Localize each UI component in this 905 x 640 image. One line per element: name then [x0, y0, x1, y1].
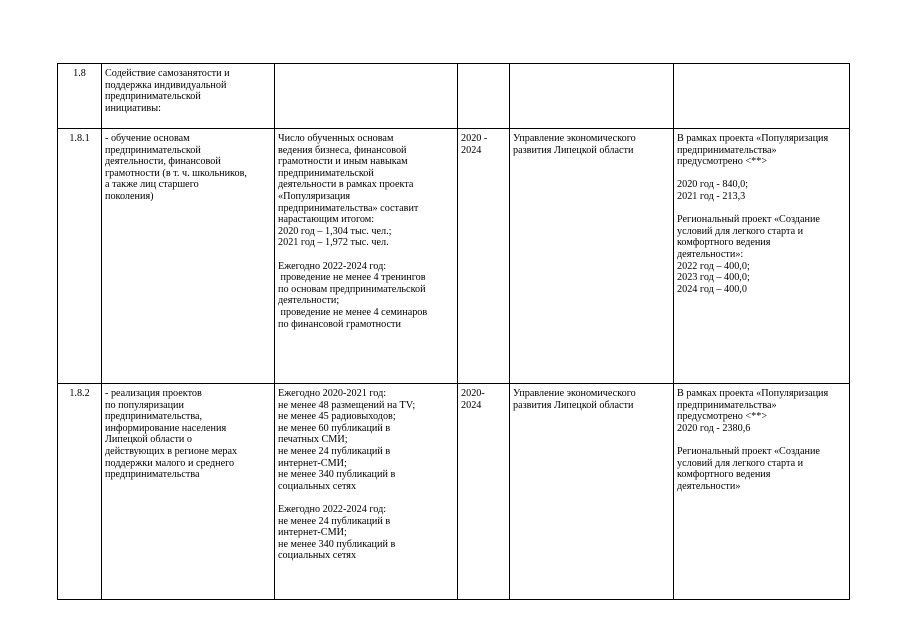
- cell-line: - реализация проектов: [105, 388, 202, 399]
- cell-line: 2020 год - 2380,6: [677, 422, 751, 434]
- row-number: [58, 384, 102, 600]
- cell-line: предпринимательства,: [105, 411, 203, 423]
- table-row-1-8: [58, 64, 850, 129]
- cell-line: не менее 24 публикаций в: [278, 515, 391, 527]
- cell-line: условий для легкого старта и: [677, 457, 804, 469]
- cell-line: информирование населения: [105, 422, 227, 434]
- cell-line: 2024: [461, 399, 482, 411]
- cell-line: поддержки малого и среднего: [105, 457, 235, 469]
- indicator-cell: [275, 384, 458, 600]
- cell-line: предпринимательской: [105, 91, 201, 103]
- cell-line: а также лиц старшего: [105, 179, 199, 191]
- cell-line: предпринимательской: [105, 144, 201, 156]
- cell-line: развития Липецкой области: [513, 144, 634, 156]
- funding-cell: [674, 129, 850, 384]
- cell-line: предусмотрено <**>: [677, 411, 768, 423]
- cell-line: по популяризации: [105, 399, 184, 411]
- cell-line: социальных сетях: [278, 480, 357, 492]
- cell-line: Управление экономического: [513, 133, 636, 144]
- line-gap: [677, 168, 846, 180]
- cell-line: деятельности»: [677, 480, 741, 492]
- cell-line: интернет-СМИ;: [278, 457, 347, 469]
- cell-line: предусмотрено <**>: [677, 156, 768, 168]
- years-cell: [458, 129, 510, 384]
- cell-line: не менее 45 радиовыходов;: [278, 411, 396, 423]
- cell-line: Региональный проект «Создание: [677, 214, 820, 226]
- cell-line: 2022 год – 400,0;: [677, 260, 750, 272]
- line-gap: [278, 492, 454, 504]
- years-cell: [458, 64, 510, 129]
- cell-line: деятельности»:: [677, 248, 744, 260]
- row-number: [58, 64, 102, 129]
- cell-line: 2020 -: [461, 133, 488, 144]
- cell-line: проведение не менее 4 семинаров: [278, 306, 428, 318]
- cell-line: грамотности и иным навыкам: [278, 156, 408, 168]
- line-gap: [677, 434, 846, 446]
- executor-cell: [510, 384, 674, 600]
- cell-line: развития Липецкой области: [513, 399, 634, 411]
- cell-line: предпринимательства: [105, 469, 200, 481]
- cell-line: не менее 340 публикаций в: [278, 469, 396, 481]
- cell-line: Региональный проект «Создание: [677, 445, 820, 457]
- cell-line: Содействие самозанятости и: [105, 68, 230, 79]
- cell-line: комфортного ведения: [677, 237, 771, 249]
- line-gap: [278, 249, 454, 261]
- measure-title: [102, 64, 275, 129]
- cell-line: Ежегодно 2020-2021 год:: [278, 388, 387, 399]
- cell-line: В рамках проекта «Популяризация: [677, 133, 829, 144]
- cell-line: поддержка индивидуальной: [105, 79, 227, 91]
- years-cell: [458, 384, 510, 600]
- cell-line: поколения): [105, 190, 154, 202]
- cell-line: 2020-: [461, 388, 485, 399]
- cell-line: инициативы:: [105, 102, 161, 114]
- cell-line: не менее 48 размещений на TV;: [278, 399, 416, 411]
- indicator-cell: [275, 64, 458, 129]
- cell-line: по финансовой грамотности: [278, 318, 401, 330]
- cell-line: не менее 340 публикаций в: [278, 538, 396, 550]
- cell-text: 1.8: [73, 68, 86, 79]
- cell-line: не менее 60 публикаций в: [278, 422, 391, 434]
- executor-cell: [510, 129, 674, 384]
- table-row-1-8-1: [58, 129, 850, 384]
- cell-line: не менее 24 публикаций в: [278, 445, 391, 457]
- cell-line: условий для легкого старта и: [677, 225, 804, 237]
- indicator-cell: [275, 129, 458, 384]
- measure-title: [102, 129, 275, 384]
- funding-cell: [674, 64, 850, 129]
- cell-line: предпринимательства» составит: [278, 202, 419, 214]
- cell-text: 1.8.2: [69, 388, 90, 399]
- cell-line: по основам предпринимательской: [278, 283, 426, 295]
- cell-line: 2021 год – 1,972 тыс. чел.: [278, 237, 389, 249]
- measures-table: [57, 63, 850, 600]
- cell-line: предпринимательской: [278, 167, 374, 179]
- cell-line: «Популяризация: [278, 190, 351, 202]
- cell-line: деятельности;: [278, 295, 340, 307]
- cell-line: 2020 год – 1,304 тыс. чел.;: [278, 225, 392, 237]
- cell-line: деятельности в рамках проекта: [278, 179, 414, 191]
- cell-line: Ежегодно 2022-2024 год:: [278, 260, 387, 272]
- cell-text: 1.8.1: [69, 133, 90, 144]
- cell-line: Липецкой области о: [105, 434, 193, 446]
- line-gap: [677, 203, 846, 215]
- cell-line: Управление экономического: [513, 388, 636, 399]
- cell-line: ведения бизнеса, финансовой: [278, 144, 407, 156]
- row-number: [58, 129, 102, 384]
- cell-line: предпринимательства»: [677, 144, 777, 156]
- measure-title: [102, 384, 275, 600]
- executor-cell: [510, 64, 674, 129]
- table-row-1-8-2: [58, 384, 850, 600]
- cell-line: Число обученных основам: [278, 133, 394, 144]
- cell-line: - обучение основам: [105, 133, 190, 144]
- cell-line: интернет-СМИ;: [278, 527, 347, 539]
- cell-line: комфортного ведения: [677, 469, 771, 481]
- cell-line: печатных СМИ;: [278, 434, 348, 446]
- cell-line: нарастающим итогом:: [278, 214, 375, 226]
- cell-line: проведение не менее 4 тренингов: [278, 272, 426, 284]
- cell-line: В рамках проекта «Популяризация: [677, 388, 829, 399]
- cell-line: 2023 год – 400,0;: [677, 272, 750, 284]
- cell-line: 2021 год - 213,3: [677, 190, 746, 202]
- cell-line: действующих в регионе мерах: [105, 445, 238, 457]
- cell-line: деятельности, финансовой: [105, 156, 221, 168]
- cell-line: социальных сетях: [278, 550, 357, 562]
- funding-cell: [674, 384, 850, 600]
- cell-line: 2024 год – 400,0: [677, 283, 747, 295]
- cell-line: 2020 год - 840,0;: [677, 179, 749, 191]
- cell-line: предпринимательства»: [677, 399, 777, 411]
- cell-line: Ежегодно 2022-2024 год:: [278, 503, 387, 515]
- cell-line: 2024: [461, 144, 482, 156]
- cell-line: грамотности (в т. ч. школьников,: [105, 167, 247, 179]
